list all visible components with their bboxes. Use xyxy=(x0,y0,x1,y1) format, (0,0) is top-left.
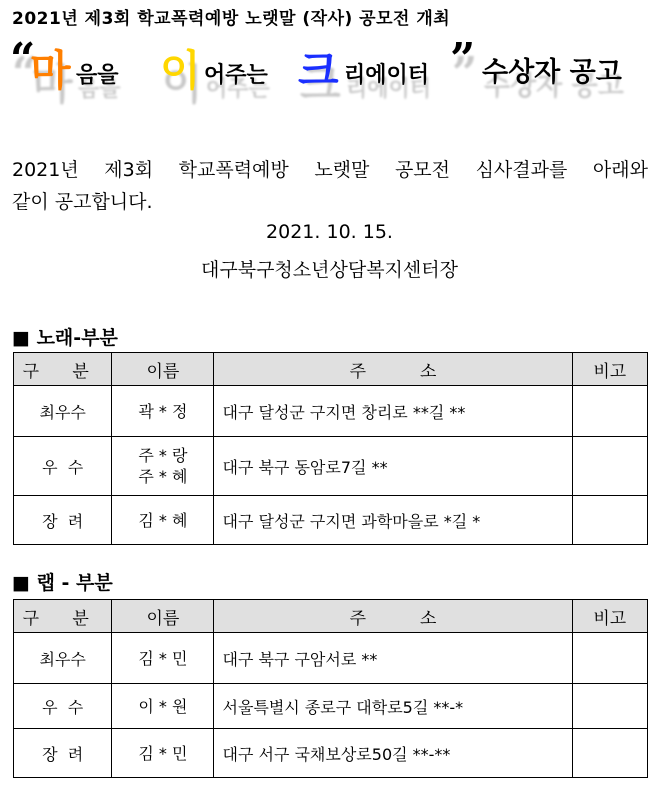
winner-name: 김 * 혜 xyxy=(112,496,214,545)
column-header-address: 주 소 xyxy=(214,353,572,386)
winner-address: 대구 북구 동암로7길 ** xyxy=(214,437,572,496)
note-cell xyxy=(572,633,647,684)
column-header-name: 이름 xyxy=(112,600,214,633)
banner-open-quote: “ xyxy=(10,34,36,85)
note-cell xyxy=(572,496,647,545)
note-cell xyxy=(572,437,647,496)
banner-headline xyxy=(10,30,650,100)
notice-line-1 xyxy=(12,154,648,186)
banner-part2: 어주는 xyxy=(204,63,268,88)
notice-organization: 대구북구청소년상담복지센터장 xyxy=(201,259,458,281)
winner-name: 주 * 랑 주 * 혜 xyxy=(112,437,214,496)
notice-word: 학교폭력예방 xyxy=(178,159,289,181)
winner-address: 대구 달성군 구지면 창리로 **길 ** xyxy=(214,386,572,437)
note-cell xyxy=(572,729,647,778)
document-title: 2021년 제3회 학교폭력예방 노랫말 (작사) 공모전 개최 xyxy=(12,9,451,29)
notice-date: 2021. 10. 15. xyxy=(266,221,393,243)
banner-part1: 음을 xyxy=(76,63,119,88)
column-header-note: 비고 xyxy=(572,353,647,386)
winner-name: 이 * 원 xyxy=(112,684,214,729)
notice-word: 제3회 xyxy=(104,159,154,181)
banner-ma: 마 xyxy=(30,46,71,95)
award-category: 장 려 xyxy=(14,729,112,778)
notice-word: 공모전 xyxy=(394,159,451,181)
section-heading-song: ■ 노래-부분 xyxy=(12,327,118,349)
winner-address: 대구 서구 국채보상로50길 **-** xyxy=(214,729,572,778)
notice-line-2: 같이 공고합니다. xyxy=(12,191,153,213)
winner-name: 곽 * 정 xyxy=(112,386,214,437)
banner-keu: 크 xyxy=(298,46,339,95)
table-header-row xyxy=(14,353,648,386)
winner-address: 대구 북구 구암서로 ** xyxy=(214,633,572,684)
banner-close-quote: ” xyxy=(450,34,476,85)
award-category: 최우수 xyxy=(14,386,112,437)
column-header-category: 구 분 xyxy=(14,600,112,633)
table-row xyxy=(14,496,648,545)
table-row xyxy=(14,729,648,778)
table-row xyxy=(14,386,648,437)
table-row xyxy=(14,437,648,496)
banner-part3: 리에이터 xyxy=(344,63,430,88)
note-cell xyxy=(572,386,647,437)
winner-address: 대구 달성군 구지면 과학마을로 *길 * xyxy=(214,496,572,545)
winner-name: 김 * 민 xyxy=(112,729,214,778)
section-heading-rap: ■ 랩 - 부분 xyxy=(12,572,113,594)
awards-table-song xyxy=(13,352,648,545)
winner-address: 서울특별시 종로구 대학로5길 **-* xyxy=(214,684,572,729)
award-category: 장 려 xyxy=(14,496,112,545)
table-row xyxy=(14,684,648,729)
notice-text xyxy=(12,154,648,218)
banner-i: 이 xyxy=(160,46,201,95)
notice-word: 2021년 xyxy=(12,159,79,181)
table-row xyxy=(14,633,648,684)
column-header-name: 이름 xyxy=(112,353,214,386)
award-category: 최우수 xyxy=(14,633,112,684)
award-category: 우 수 xyxy=(14,684,112,729)
awards-table-rap xyxy=(13,599,648,778)
notice-word: 노랫말 xyxy=(314,159,370,181)
note-cell xyxy=(572,684,647,729)
notice-word: 아래와 xyxy=(592,159,648,181)
award-category: 우 수 xyxy=(14,437,112,496)
column-header-category: 구 분 xyxy=(14,353,112,386)
column-header-address: 주 소 xyxy=(214,600,572,633)
notice-word: 심사결과를 xyxy=(475,159,568,181)
column-header-note: 비고 xyxy=(572,600,647,633)
table-header-row xyxy=(14,600,648,633)
banner-part4: 수상자 공고 xyxy=(482,57,622,88)
winner-name: 김 * 민 xyxy=(112,633,214,684)
